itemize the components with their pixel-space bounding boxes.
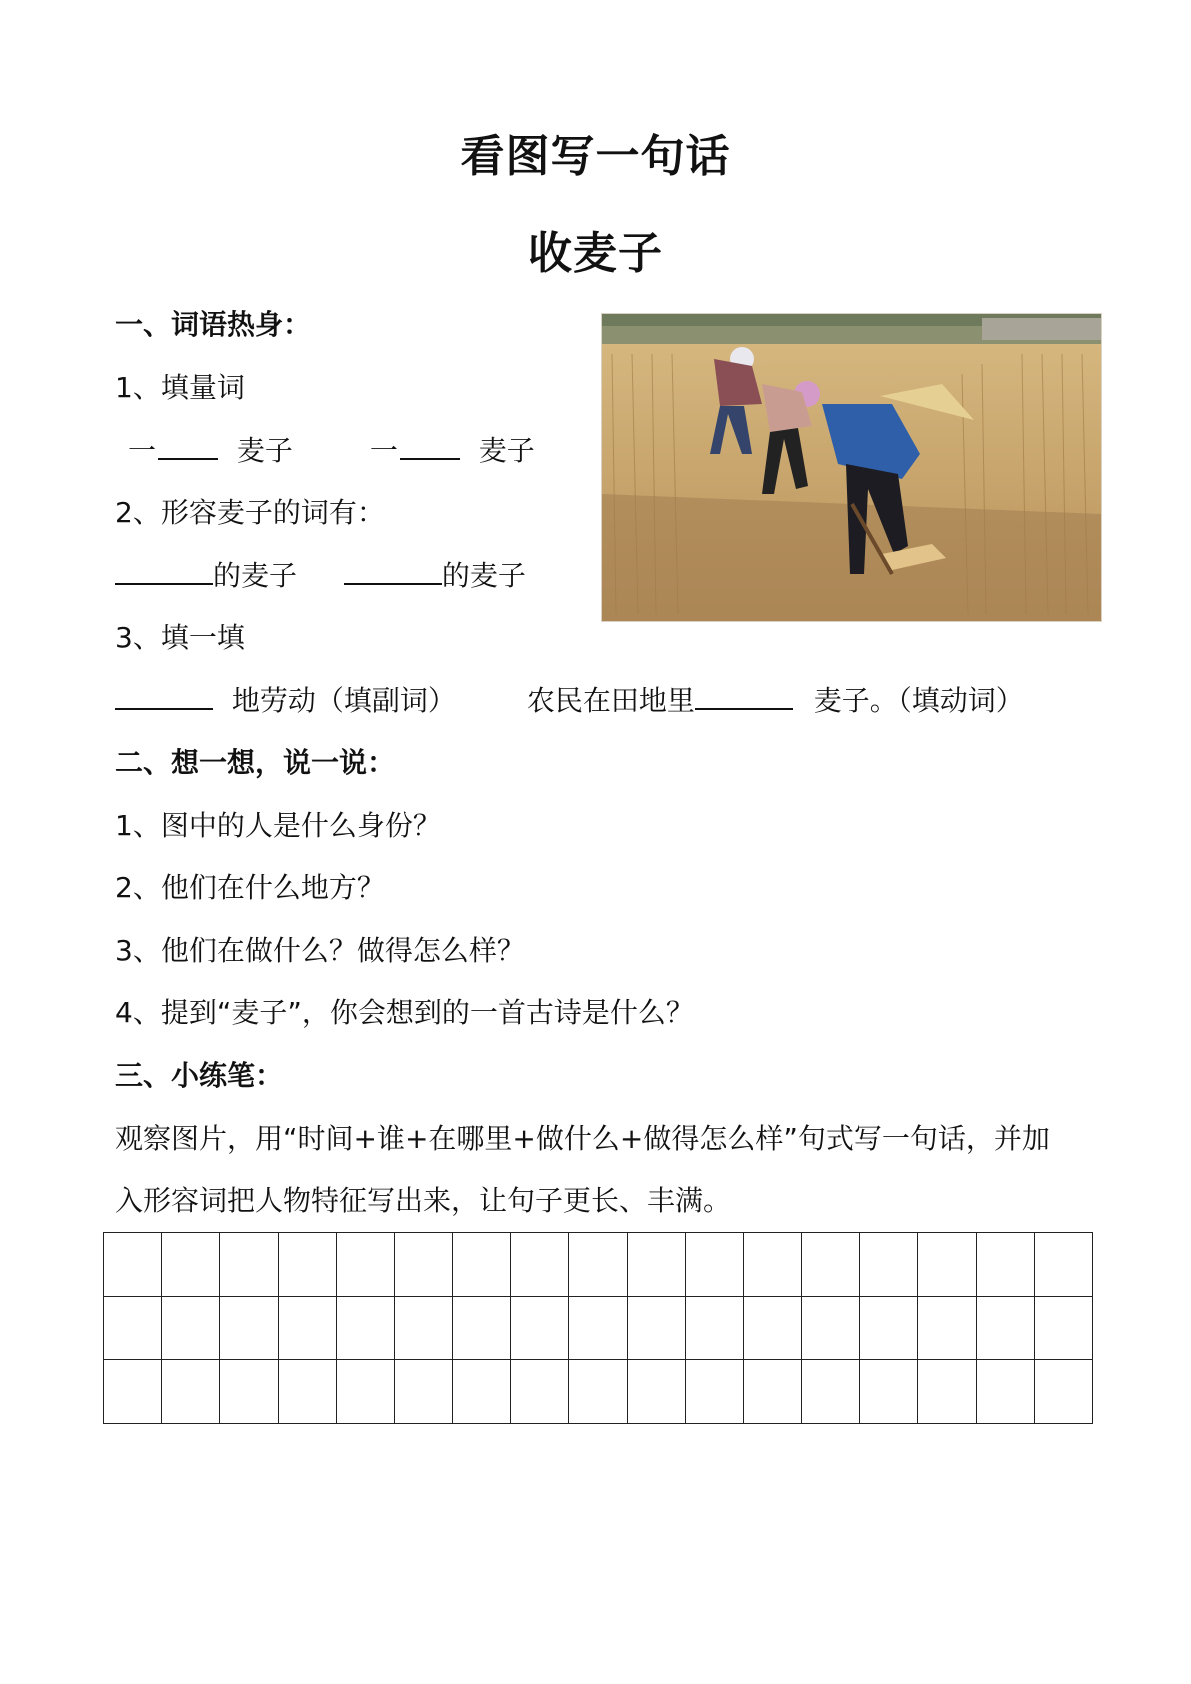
wheat-harvest-photo (601, 313, 1102, 622)
writing-grid-cell[interactable] (977, 1297, 1035, 1361)
writing-grid-cell[interactable] (337, 1233, 395, 1297)
q1-right-prefix: 一 (369, 434, 398, 467)
writing-grid-cell[interactable] (220, 1360, 278, 1424)
q3-label: 3、填一填 (115, 621, 245, 654)
writing-grid-cell[interactable] (104, 1360, 162, 1424)
writing-grid-cell[interactable] (279, 1233, 337, 1297)
q3-right-prefix: 农民在田地里 (526, 684, 695, 717)
page-subtitle: 收麦子 (528, 228, 663, 279)
section2-heading: 二、想一想，说一说： (115, 746, 396, 779)
writing-grid (103, 1232, 1093, 1424)
writing-grid-cell[interactable] (686, 1233, 744, 1297)
writing-grid-cell[interactable] (918, 1360, 976, 1424)
writing-grid-cell[interactable] (162, 1360, 220, 1424)
writing-grid-cell[interactable] (511, 1233, 569, 1297)
section1-heading: 一、词语热身： (115, 308, 312, 341)
writing-grid-cell[interactable] (279, 1297, 337, 1361)
writing-grid-cell[interactable] (104, 1233, 162, 1297)
writing-grid-cell[interactable] (802, 1233, 860, 1297)
writing-grid-cell[interactable] (918, 1297, 976, 1361)
writing-grid-cell[interactable] (860, 1297, 918, 1361)
writing-grid-cell[interactable] (1035, 1360, 1093, 1424)
q3-right-blank[interactable] (695, 682, 793, 710)
writing-grid-cell[interactable] (686, 1360, 744, 1424)
writing-grid-cell[interactable] (628, 1297, 686, 1361)
writing-grid-cell[interactable] (628, 1360, 686, 1424)
writing-grid-cell[interactable] (220, 1297, 278, 1361)
writing-grid-cell[interactable] (860, 1360, 918, 1424)
writing-grid-cell[interactable] (395, 1297, 453, 1361)
writing-grid-cell[interactable] (162, 1233, 220, 1297)
writing-grid-cell[interactable] (802, 1360, 860, 1424)
q3-right-suffix: 麦子。（填动词） (813, 684, 1024, 717)
writing-grid-cell[interactable] (860, 1233, 918, 1297)
q2-fill-row (115, 557, 526, 594)
writing-grid-cell[interactable] (628, 1233, 686, 1297)
q2-left-blank[interactable] (115, 557, 213, 585)
writing-grid-cell[interactable] (569, 1360, 627, 1424)
writing-grid-cell[interactable] (802, 1297, 860, 1361)
section2-question-4: 4、提到“麦子”，你会想到的一首古诗是什么？ (115, 996, 694, 1029)
writing-grid-cell[interactable] (162, 1297, 220, 1361)
writing-grid-cell[interactable] (744, 1233, 802, 1297)
q1-fill-row (128, 432, 535, 469)
writing-grid-cell[interactable] (337, 1360, 395, 1424)
section3-instruction-line2: 入形容词把人物特征写出来，让句子更长、丰满。 (115, 1184, 732, 1217)
q1-right-blank[interactable] (400, 432, 460, 460)
writing-grid-cell[interactable] (1035, 1233, 1093, 1297)
q2-left-suffix: 的麦子 (213, 559, 298, 592)
writing-grid-cell[interactable] (220, 1233, 278, 1297)
q1-left-prefix: 一 (128, 434, 157, 467)
writing-grid-cell[interactable] (395, 1233, 453, 1297)
writing-grid-cell[interactable] (1035, 1297, 1093, 1361)
q1-right-suffix: 麦子 (478, 434, 535, 467)
q3-fill-row (115, 682, 1024, 719)
q2-label: 2、形容麦子的词有： (115, 496, 385, 529)
q2-right-blank[interactable] (344, 557, 442, 585)
page-title: 看图写一句话 (460, 131, 731, 182)
writing-grid-cell[interactable] (569, 1233, 627, 1297)
section2-question-1: 1、图中的人是什么身份？ (115, 809, 441, 842)
q1-left-suffix: 麦子 (236, 434, 293, 467)
writing-grid-cell[interactable] (453, 1297, 511, 1361)
section3-instruction-line1: 观察图片，用“时间+谁+在哪里+做什么+做得怎么样”句式写一句话，并加 (115, 1122, 1050, 1155)
writing-grid-cell[interactable] (686, 1297, 744, 1361)
section2-question-3: 3、他们在做什么？做得怎么样？ (115, 934, 525, 967)
writing-grid-cell[interactable] (395, 1360, 453, 1424)
writing-grid-cell[interactable] (977, 1233, 1035, 1297)
writing-grid-cell[interactable] (744, 1360, 802, 1424)
writing-grid-cell[interactable] (104, 1297, 162, 1361)
writing-grid-cell[interactable] (918, 1233, 976, 1297)
writing-grid-cell[interactable] (453, 1360, 511, 1424)
writing-grid-cell[interactable] (337, 1297, 395, 1361)
writing-grid-cell[interactable] (511, 1360, 569, 1424)
q1-label: 1、填量词 (115, 371, 245, 404)
wheat-harvest-icon (602, 314, 1101, 621)
q1-left-blank[interactable] (158, 432, 218, 460)
writing-grid-cell[interactable] (453, 1233, 511, 1297)
writing-grid-cell[interactable] (511, 1297, 569, 1361)
writing-grid-cell[interactable] (744, 1297, 802, 1361)
section2-question-2: 2、他们在什么地方？ (115, 871, 385, 904)
q3-left-blank[interactable] (115, 682, 213, 710)
writing-grid-cell[interactable] (977, 1360, 1035, 1424)
q3-left-suffix: 地劳动（填副词） (231, 684, 456, 717)
section3-heading: 三、小练笔： (115, 1059, 284, 1092)
writing-grid-cell[interactable] (569, 1297, 627, 1361)
q2-right-suffix: 的麦子 (441, 559, 526, 592)
writing-grid-cell[interactable] (279, 1360, 337, 1424)
